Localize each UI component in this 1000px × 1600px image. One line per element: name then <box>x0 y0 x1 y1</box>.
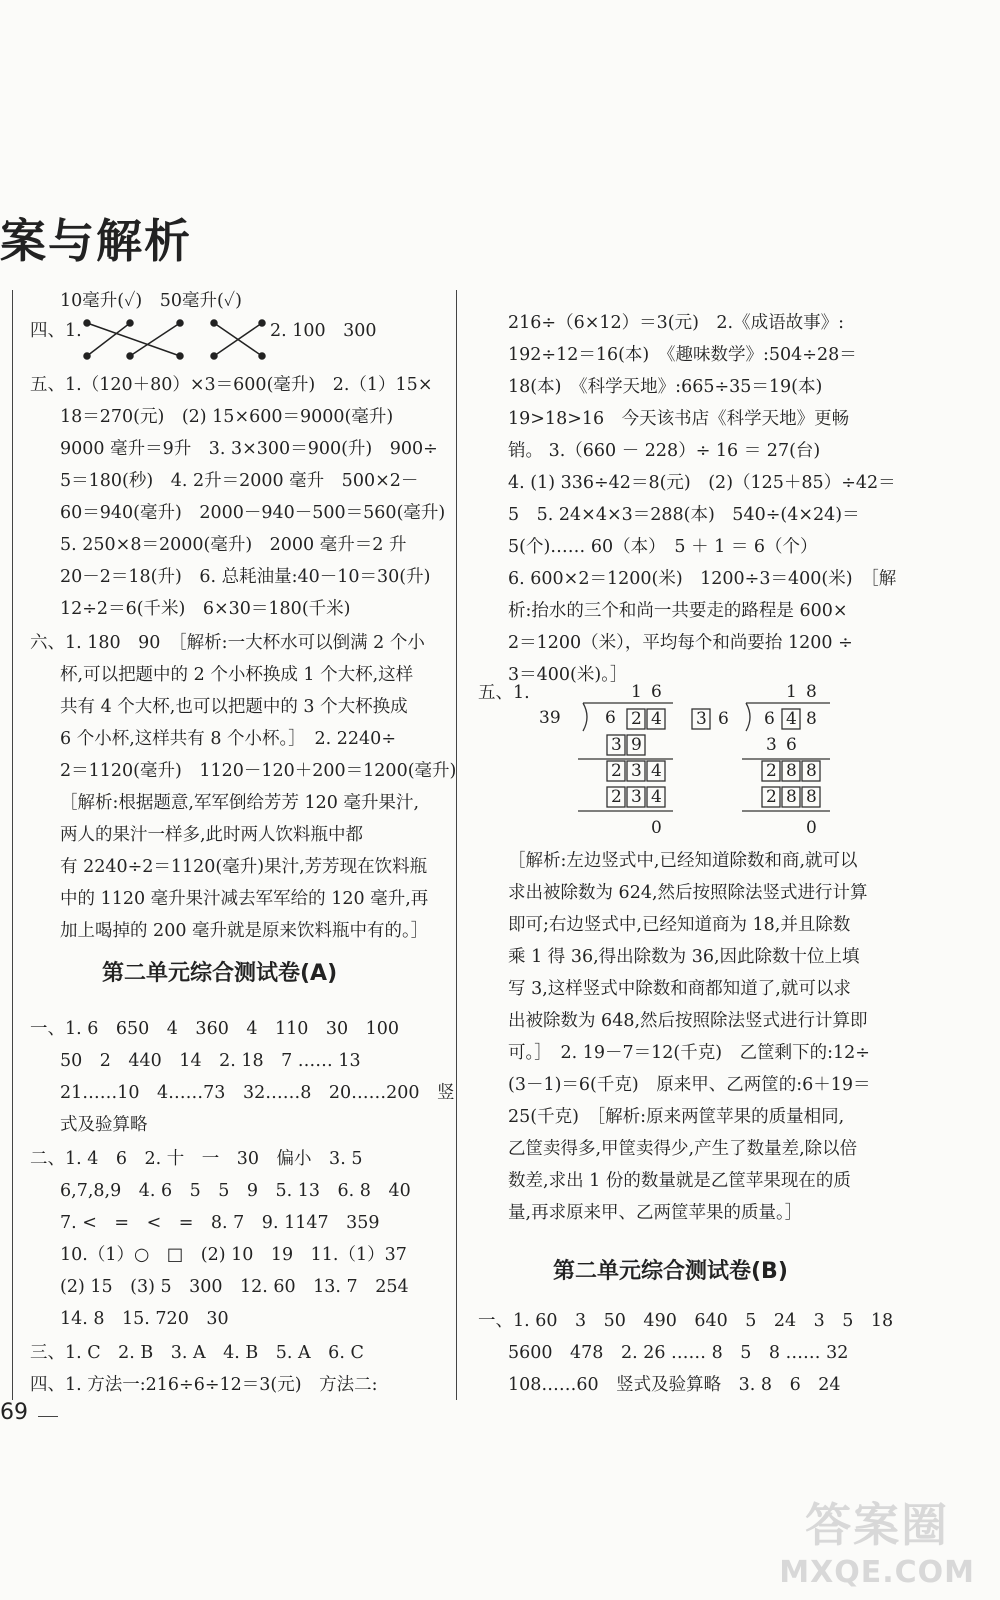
text-line: 25(千克) ［解析:原来两筐苹果的质量相同, <box>508 1107 845 1127</box>
column-divider <box>12 290 13 1400</box>
text-line: 10毫升(✓) 50毫升(✓) <box>60 291 242 311</box>
text-line: 式及验算略 <box>60 1115 148 1135</box>
text-line: 6. 600×2＝1200(米) 1200÷3＝400(米) ［解 <box>508 569 897 589</box>
matching-lines-figure <box>82 316 268 362</box>
svg-text:3: 3 <box>766 735 777 755</box>
text-line: 12÷2＝6(千米) 6×30＝180(千米) <box>60 599 351 619</box>
text-line: 216÷（6×12）＝3(元) 2.《成语故事》: <box>508 313 845 333</box>
svg-text:8: 8 <box>806 761 817 781</box>
svg-text:0: 0 <box>806 818 817 838</box>
text-line: 六、1. 180 90 ［解析:一大杯水可以倒满 2 个小 <box>30 633 425 653</box>
text-line: 5＝180(秒) 4. 2升＝2000 毫升 500×2－ <box>60 471 419 491</box>
text-line: 可。］ 2. 19－7＝12(千克) 乙筐剩下的:12÷ <box>508 1043 870 1063</box>
watermark <box>779 1489 975 1590</box>
text-line: 中的 1120 毫升果汁减去军军给的 120 毫升,再 <box>60 889 429 909</box>
page-number: 69 <box>0 1400 28 1425</box>
text-line: 192÷12＝16(本) 《趣味数学》:504÷28＝ <box>508 345 857 365</box>
long-division-right <box>690 681 840 841</box>
text-line: 50 2 440 14 2. 18 7 …… 13 <box>60 1051 361 1071</box>
text-line: 6,7,8,9 4. 6 5 5 9 5. 13 6. 8 40 <box>60 1181 411 1201</box>
svg-text:4: 4 <box>651 709 662 729</box>
text-line: 析:抬水的三个和尚一共要走的路程是 600× <box>508 601 848 621</box>
text-line: (2) 15 (3) 5 300 12. 60 13. 7 254 <box>60 1277 409 1297</box>
svg-text:39: 39 <box>539 708 561 728</box>
svg-text:2: 2 <box>611 787 622 807</box>
question-label: 五、1. <box>478 683 530 703</box>
text-line: 21……10 4……73 32……8 20……200 竖 <box>60 1083 455 1103</box>
text-line: 数差,求出 1 份的数量就是乙筐苹果现在的质 <box>508 1171 851 1191</box>
svg-text:2: 2 <box>631 709 642 729</box>
section-title-a: 第二单元综合测试卷(A) <box>102 961 338 986</box>
svg-text:0: 0 <box>651 818 662 838</box>
svg-text:9: 9 <box>631 735 642 755</box>
text-line: 5. 250×8＝2000(毫升) 2000 毫升＝2 升 <box>60 535 407 555</box>
svg-text:8: 8 <box>806 787 817 807</box>
svg-text:6: 6 <box>651 682 662 702</box>
svg-text:8: 8 <box>806 709 817 729</box>
text-line: 出被除数为 648,然后按照除法竖式进行计算即 <box>508 1011 868 1031</box>
text-line: 10.（1）○ □ (2) 10 19 11.（1）37 <box>60 1245 407 1265</box>
svg-text:3: 3 <box>631 761 642 781</box>
match-dots <box>84 320 265 359</box>
svg-text:6: 6 <box>786 735 797 755</box>
text-line: 5600 478 2. 26 …… 8 5 8 …… 32 <box>508 1343 849 1363</box>
text-line: 2. 100 300 <box>270 321 377 341</box>
text-line: 有 2240÷2＝1120(毫升)果汁,芳芳现在饮料瓶 <box>60 857 428 877</box>
left-column <box>30 286 457 1396</box>
text-line: 杯,可以把题中的 2 个小杯换成 1 个大杯,这样 <box>60 665 414 685</box>
svg-text:3: 3 <box>631 787 642 807</box>
text-line: 4. (1) 336÷42＝8(元) (2)（125＋85）÷42＝ <box>508 473 896 493</box>
text-line: 2＝1120(毫升) 1120－120＋200＝1200(毫升) <box>60 761 457 781</box>
svg-text:3: 3 <box>696 709 707 729</box>
text-line: 写 3,这样竖式中除数和商都知道了,就可以求 <box>508 979 851 999</box>
svg-text:1: 1 <box>786 682 797 702</box>
text-line: (3－1)＝6(千克) 原来甲、乙两筐的:6＋19＝ <box>508 1075 871 1095</box>
text-line: 一、1. 60 3 50 490 640 5 24 3 5 18 <box>478 1311 894 1331</box>
svg-text:8: 8 <box>786 761 797 781</box>
svg-text:2: 2 <box>766 761 777 781</box>
text-line: 销。 3.（660 － 228）÷ 16 ＝ 27(台) <box>508 441 821 461</box>
text-line: 18(本) 《科学天地》:665÷35＝19(本) <box>508 377 823 397</box>
svg-text:4: 4 <box>651 787 662 807</box>
text-line: 6 个小杯,这样共有 8 个小杯。］ 2. 2240÷ <box>60 729 396 749</box>
text-line: 两人的果汁一样多,此时两人饮料瓶中都 <box>60 825 364 845</box>
text-line: ［解析:左边竖式中,已经知道除数和商,就可以 <box>508 851 858 871</box>
watermark-brand: 答案圈 <box>805 1498 950 1552</box>
text-line: 7. < = < = 8. 7 9. 1147 359 <box>60 1213 380 1233</box>
svg-text:6: 6 <box>764 709 775 729</box>
long-division-left <box>533 681 683 841</box>
svg-text:6: 6 <box>718 709 729 729</box>
text-line: 乙筐卖得多,甲筐卖得少,产生了数量差,除以倍 <box>508 1139 858 1159</box>
text-line: 即可;右边竖式中,已经知道商为 18,并且除数 <box>508 915 851 935</box>
right-column <box>478 286 978 1396</box>
text-line: 加上喝掉的 200 毫升就是原来饮料瓶中有的。］ <box>60 921 429 941</box>
text-line: 乘 1 得 36,得出除数为 36,因此除数十位上填 <box>508 947 860 967</box>
svg-text:1: 1 <box>631 682 642 702</box>
watermark-url: MXQE.COM <box>779 1555 975 1590</box>
svg-text:2: 2 <box>766 787 777 807</box>
svg-text:4: 4 <box>786 709 797 729</box>
svg-text:4: 4 <box>651 761 662 781</box>
text-line: ［解析:根据题意,军军倒给芳芳 120 毫升果汁, <box>60 793 420 813</box>
svg-text:6: 6 <box>605 708 616 728</box>
svg-text:2: 2 <box>611 761 622 781</box>
text-line: 9000 毫升＝9升 3. 3×300＝900(升) 900÷ <box>60 439 438 459</box>
section-title-b: 第二单元综合测试卷(B) <box>553 1259 788 1284</box>
text-line: 求出被除数为 624,然后按照除法竖式进行计算 <box>508 883 868 903</box>
text-line: 2＝1200（米），平均每个和尚要抬 1200 ÷ <box>508 633 853 653</box>
text-line: 一、1. 6 650 4 360 4 110 30 100 <box>30 1019 400 1039</box>
svg-text:8: 8 <box>806 682 817 702</box>
text-line: 5(个)…… 60（本） 5 ＋ 1 ＝ 6（个） <box>508 537 818 557</box>
text-line: 量,再求原来甲、乙两筐苹果的质量。］ <box>508 1203 803 1223</box>
text-line: 5 5. 24×4×3＝288(本) 540÷(4×24)＝ <box>508 505 860 525</box>
page-number-dash <box>38 1416 58 1417</box>
text-line: 18＝270(元) (2) 15×600＝9000(毫升) <box>60 407 394 427</box>
text-line: 19>18>16 今天该书店《科学天地》更畅 <box>508 409 850 429</box>
page-header-title: 案与解析 <box>0 214 192 268</box>
text-line: 3＝400(米)。］ <box>508 665 628 685</box>
text-line: 四、1. 方法一:216÷6÷12＝3(元) 方法二: <box>30 1375 378 1395</box>
svg-text:8: 8 <box>786 787 797 807</box>
text-line: 三、1. C 2. B 3. A 4. B 5. A 6. C <box>30 1343 364 1363</box>
column-divider <box>456 290 457 1400</box>
text-line: 五、1.（120＋80）×3＝600(毫升) 2.（1）15× <box>30 375 433 395</box>
text-line: 共有 4 个大杯,也可以把题中的 3 个大杯换成 <box>60 697 408 717</box>
text-line: 60＝940(毫升) 2000－940－500＝560(毫升) <box>60 503 446 523</box>
text-line: 108……60 竖式及验算略 3. 8 6 24 <box>508 1375 841 1395</box>
svg-text:3: 3 <box>611 735 622 755</box>
text-line: 20－2＝18(升) 6. 总耗油量:40－10＝30(升) <box>60 567 431 587</box>
question-label: 四、1. <box>30 321 82 341</box>
text-line: 二、1. 4 6 2. 十 一 30 偏小 3. 5 <box>30 1149 363 1169</box>
text-line: 14. 8 15. 720 30 <box>60 1309 229 1329</box>
